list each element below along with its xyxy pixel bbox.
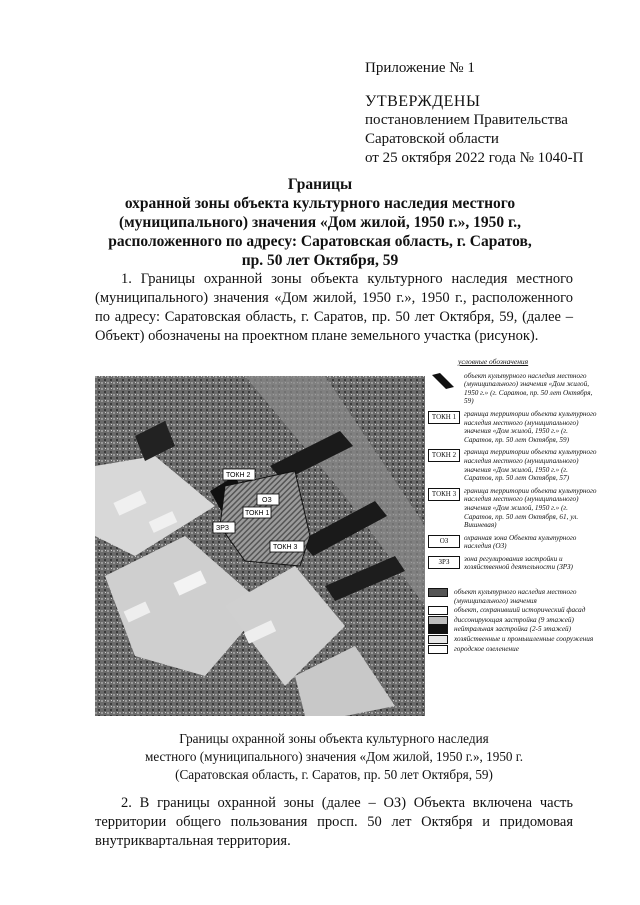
approval-line-2: Саратовской области <box>365 131 499 147</box>
legend-fill-list <box>428 588 598 653</box>
map-label-tokn3: ТОКН 3 <box>273 544 298 551</box>
legend-fill-item <box>428 606 598 615</box>
map-label-tokn1: ТОКН 1 <box>245 510 270 517</box>
legend-symbol <box>428 373 458 384</box>
legend-heading: условные обозначения <box>458 357 529 366</box>
approval-block <box>365 92 584 168</box>
legend-fill-swatch <box>428 635 448 644</box>
legend-fill-text: городское озеленение <box>454 644 519 653</box>
legend-fill-item <box>428 616 598 625</box>
legend-text: граница территории объекта культурного наследия местного (муниципального) значения «Дом жилой, 1950 г.» (г. Саратов, пр. 50 лет Октября, 59) <box>464 409 597 444</box>
legend-fill-swatch <box>428 616 448 625</box>
legend-item <box>428 372 598 406</box>
paragraph-1-text: 1. Границы охранной зоны объекта культурного наследия местного (муниципального) значения «Дом жилой, 1950 г.», 1950 г., расположенного по адресу: Саратовская область, г. Саратов, пр. 50 лет Октября, 59, (далее – Объект) обозначены на проектном плане земельного участка (рисунок). <box>95 271 573 344</box>
map-label-oz: ОЗ <box>262 497 272 504</box>
caption-line-1: Границы охранной зоны объекта культурного наследия <box>179 731 489 746</box>
legend-item <box>428 487 598 530</box>
caption-line-3: (Саратовская область, г. Саратов, пр. 50 лет Октября, 59) <box>175 767 493 782</box>
legend-fill-text: диссонирующая застройка (9 этажей) <box>454 615 574 624</box>
appendix-label: Приложение № 1 <box>365 60 475 76</box>
legend-fill-item <box>428 645 598 654</box>
legend-fill-swatch <box>428 606 448 615</box>
legend-text: охранная зона Объекта культурного наследия (ОЗ) <box>464 533 577 551</box>
title-line-4: расположенного по адресу: Саратовская область, г. Саратов, <box>108 233 532 250</box>
map-label-zrz: ЗРЗ <box>216 525 229 532</box>
legend-fill-swatch <box>428 588 448 597</box>
legend-fill-swatch <box>428 625 448 634</box>
legend-item <box>428 534 598 551</box>
caption-line-2: местного (муниципального) значения «Дом жилой, 1950 г.», 1950 г. <box>144 749 524 764</box>
legend-item <box>428 448 598 482</box>
approval-line-1: постановлением Правительства <box>365 112 568 128</box>
paragraph-1 <box>95 270 573 346</box>
object-symbol-icon <box>428 373 458 389</box>
zone-map-image <box>95 376 425 716</box>
map-label-tokn2: ТОКН 2 <box>226 472 251 479</box>
paragraph-2-text: 2. В границы охранной зоны (далее – ОЗ) Объекта включена часть территории общего пользования просп. 50 лет Октября и придомовая внутриквартальная территория. <box>95 795 573 849</box>
legend-text: зона регулирования застройки и хозяйственной деятельности (ЗРЗ) <box>464 554 573 572</box>
legend-fill-text: объект культурного наследия местного (муниципального) значения <box>454 588 577 605</box>
document-title <box>95 175 545 270</box>
figure-caption <box>95 730 573 784</box>
legend-fill-swatch <box>428 645 448 654</box>
approved-heading: УТВЕРЖДЕНЫ <box>365 93 481 110</box>
legend-fill-text: хозяйственные и промышленные сооружения <box>454 635 594 644</box>
title-line-2: охранной зоны объекта культурного наследия местного <box>124 195 516 212</box>
legend-fill-item <box>428 635 598 644</box>
legend-fill-item <box>428 588 598 605</box>
legend-text: граница территории объекта культурного наследия местного (муниципального) значения «Дом жилой, 1950 г.» (г. Саратов, пр. 50 лет Октября, 57) <box>464 448 597 483</box>
legend-fill-item <box>428 625 598 634</box>
legend-text: граница территории объекта культурного наследия местного (муниципального) значения «Дом жилой, 1950 г.» (г. Саратов, пр. 50 лет Октября, 61, ул. Вишневая) <box>464 486 597 530</box>
zone-map-drawing <box>95 376 425 716</box>
title-line-1: Границы <box>287 176 353 193</box>
legend-symbol: ТОКН 1 <box>428 411 460 424</box>
legend-symbol: ТОКН 2 <box>428 449 460 462</box>
legend-item <box>428 410 598 444</box>
legend-symbol: ТОКН 3 <box>428 488 460 501</box>
title-line-3: (муниципального) значения «Дом жилой, 1950 г.», 1950 г., <box>118 214 522 231</box>
paragraph-2 <box>95 794 573 851</box>
title-line-5: пр. 50 лет Октября, 59 <box>241 252 399 269</box>
map-legend <box>428 358 598 654</box>
legend-item <box>428 555 598 572</box>
legend-fill-text: нейтральная застройка (2-5 этажей) <box>454 625 572 634</box>
approval-line-3: от 25 октября 2022 года № 1040-П <box>365 150 584 166</box>
legend-fill-text: объект, сохранивший исторический фасад <box>454 606 586 615</box>
legend-symbol: ОЗ <box>428 535 460 548</box>
legend-symbol: ЗРЗ <box>428 556 460 569</box>
legend-text: объект культурного наследия местного (муниципального) значения «Дом жилой, 1950 г.» (г. Саратов, пр. 50 лет Октября, 59) <box>464 371 593 406</box>
